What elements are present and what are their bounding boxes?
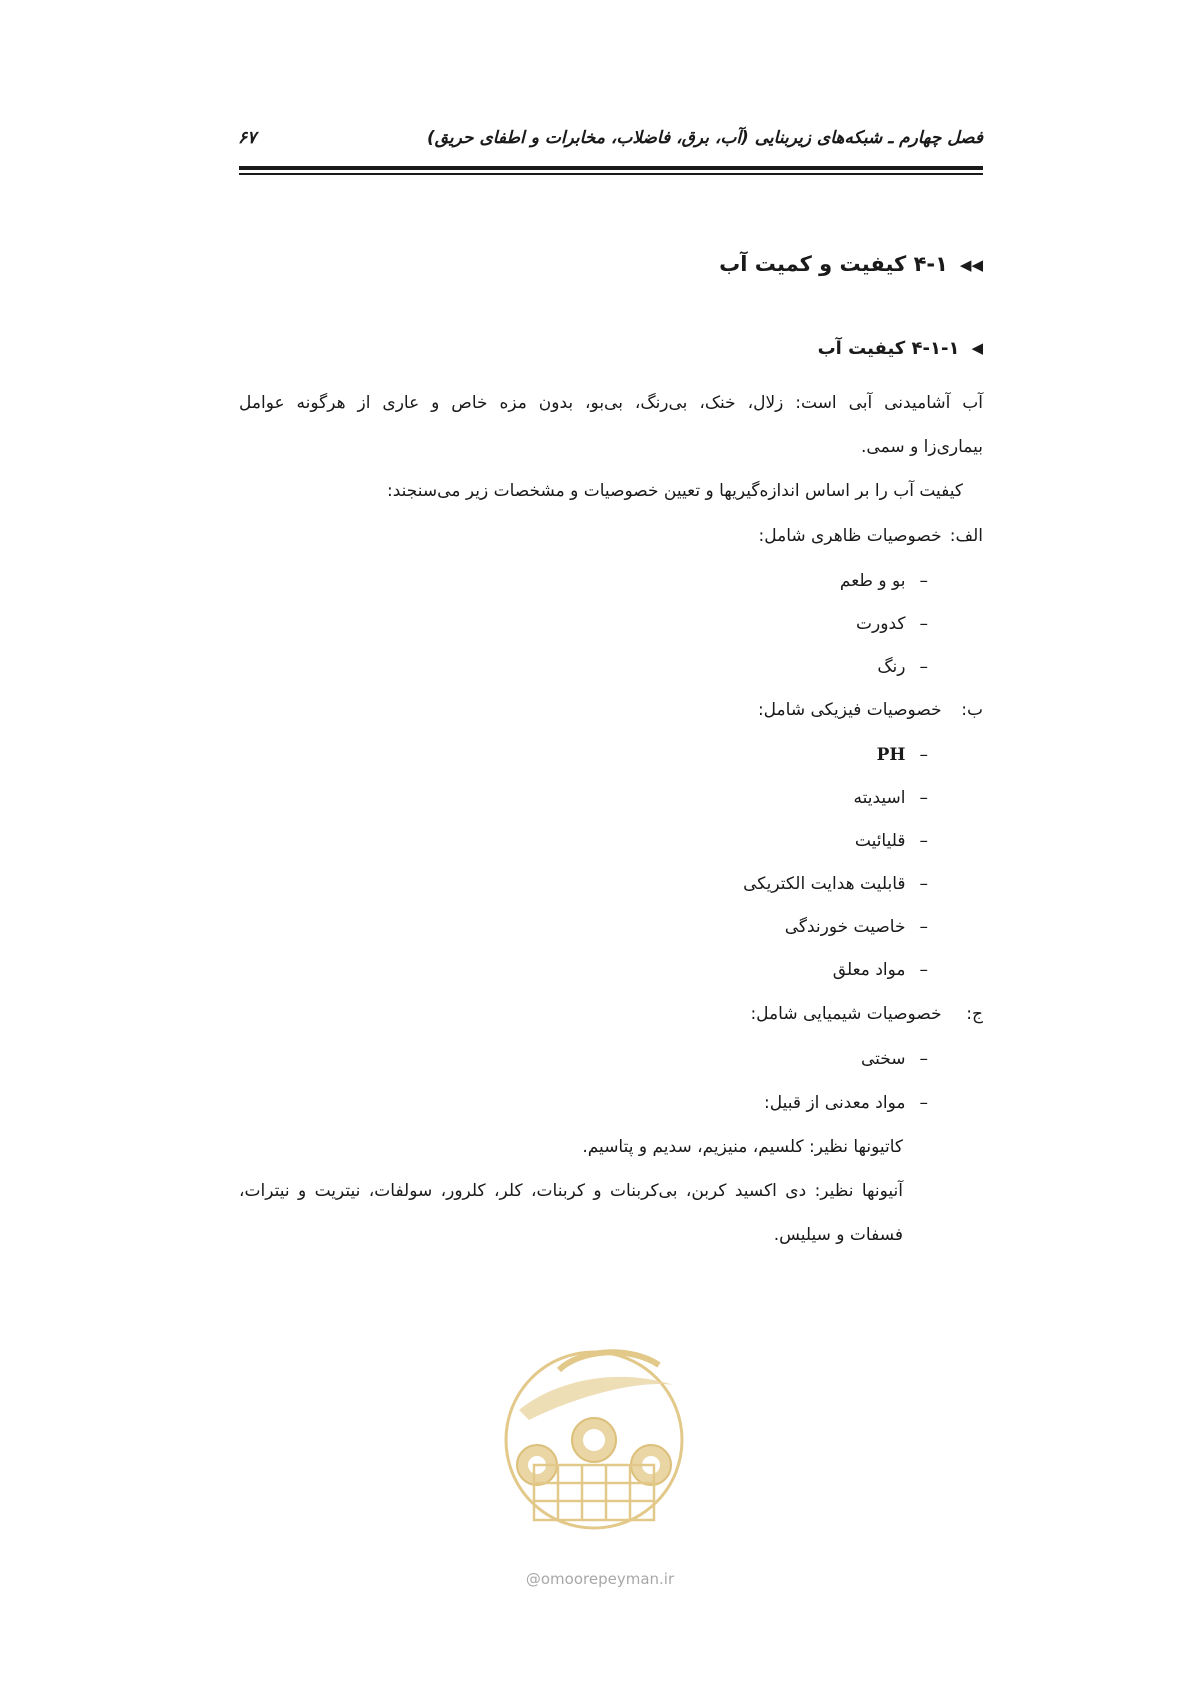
header-rule-thick	[239, 166, 983, 170]
list-item: –PH	[876, 745, 928, 765]
header-rule-thin	[239, 173, 983, 175]
double-triangle-icon: ◀◀	[959, 256, 983, 274]
anions-line-1	[239, 1181, 903, 1201]
intro-line-2: بیماری‌زا و سمی.	[861, 437, 983, 457]
triangle-icon: ◀	[971, 339, 983, 357]
dash-bullet: –	[919, 874, 928, 894]
list-item: –خاصیت خورندگی	[784, 917, 928, 937]
group-a-label: الف:	[949, 526, 983, 546]
group-b-title: خصوصیات فیزیکی شامل:	[757, 700, 942, 720]
list-item: –کدورت	[856, 614, 928, 634]
group-c-title: خصوصیات شیمیایی شامل:	[750, 1004, 942, 1024]
list-item: –قلیائیت	[854, 831, 928, 851]
section-title: ۴-۱ کیفیت و کمیت آب	[719, 252, 948, 276]
dash-bullet: –	[919, 1049, 928, 1069]
anions-line-2: فسفات و سیلیس.	[773, 1225, 903, 1245]
list-item: –رنگ	[877, 657, 928, 677]
group-a-title: خصوصیات ظاهری شامل:	[758, 526, 942, 546]
group-a-heading	[759, 526, 984, 546]
watermark-url: @omoorepeyman.ir	[525, 1570, 675, 1588]
dash-bullet: –	[919, 1093, 928, 1113]
list-item: –مواد معلق	[832, 960, 928, 980]
list-item: –سختی	[860, 1049, 928, 1069]
dash-bullet: –	[919, 788, 928, 808]
list-item: –مواد معدنی از قبیل:	[764, 1093, 928, 1113]
subsection-title: ۴-۱-۱ کیفیت آب	[817, 338, 960, 359]
anions-line-1-text: آنیونها نظیر: دی اکسید کربن، بی‌کربنات و کربنات، کلر، کلرور، سولفات، نیتریت و نیترات،	[239, 1181, 903, 1201]
page-number: ۶۷	[238, 128, 257, 148]
list-item: –بو و طعم	[839, 571, 928, 591]
group-b-heading	[758, 700, 983, 720]
dash-bullet: –	[919, 917, 928, 937]
group-c-label: ج:	[966, 1004, 983, 1024]
section-heading	[719, 252, 983, 276]
intro-line-1-text: آب آشامیدنی آبی است: زلال، خنک، بی‌رنگ، بی‌بو، بدون مزه خاص و عاری از هرگونه عوامل	[239, 393, 983, 413]
dash-bullet: –	[919, 831, 928, 851]
watermark-logo	[489, 1325, 699, 1575]
intro-line-3: کیفیت آب را بر اساس اندازه‌گیریها و تعیین خصوصیات و مشخصات زیر می‌سنجند:	[387, 481, 963, 501]
dash-bullet: –	[919, 571, 928, 591]
dash-bullet: –	[919, 614, 928, 634]
dash-bullet: –	[919, 745, 928, 765]
list-item: –قابلیت هدایت الکتریکی	[743, 874, 928, 894]
dash-bullet: –	[919, 657, 928, 677]
dash-bullet: –	[919, 960, 928, 980]
intro-line-1	[239, 393, 983, 413]
group-b-label: ب:	[961, 700, 983, 720]
running-title: فصل چهارم ـ شبکه‌های زیربنایی (آب، برق، فاضلاب، مخابرات و اطفای حریق)	[426, 128, 983, 148]
group-c-heading	[750, 1004, 983, 1024]
cations-line: کاتیونها نظیر: کلسیم، منیزیم، سدیم و پتاسیم.	[582, 1137, 903, 1157]
list-item: –اسیدیته	[853, 788, 928, 808]
subsection-heading	[818, 338, 983, 359]
